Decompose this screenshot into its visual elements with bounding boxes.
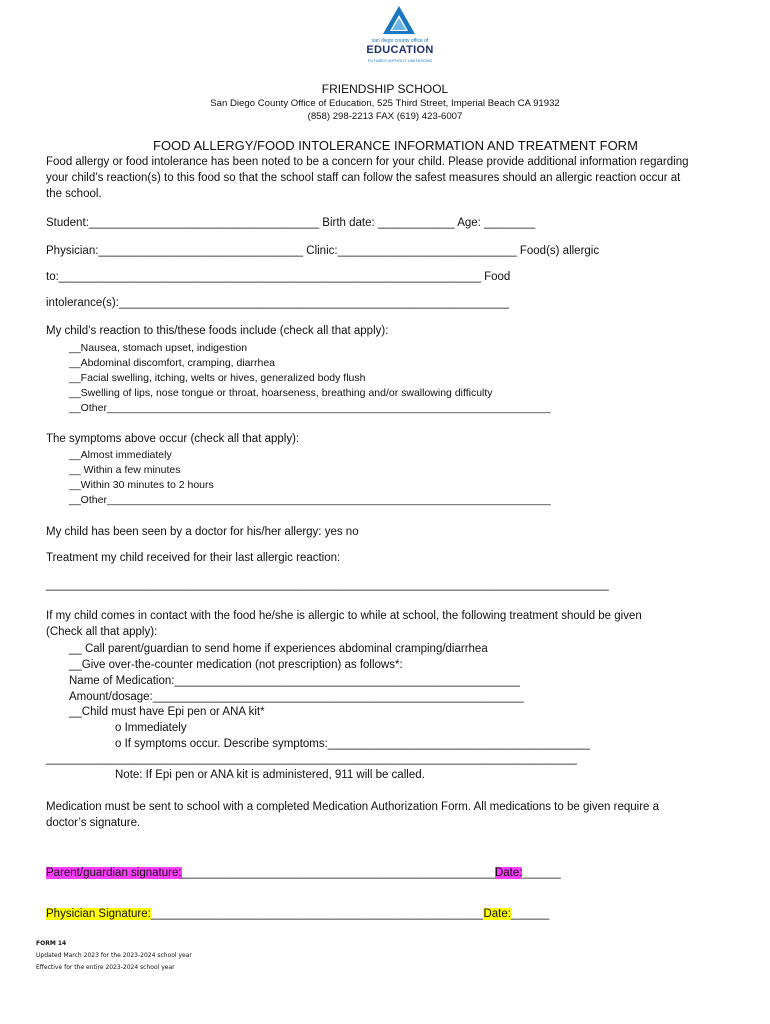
parent-signature-label: Parent/guardian signature: [46,867,182,879]
footer-effective: Effective for the entire 2023-2024 school year [36,964,175,971]
medication-note-line-1: Medication must be sent to school with a completed Medication Authorization Form. All medications to be given require a [46,801,660,813]
epipen-immediately[interactable]: o Immediately [115,722,187,734]
intro-line-2: your child’s reaction(s) to this food so that the school staff can follow the safest measures should an allergic reaction occur at [46,172,681,184]
student-field[interactable]: Student:____________________________________ Birth date: ____________ Age: ________ [46,217,536,229]
physician-signature-row [46,908,549,920]
intro-line-1: Food allergy or food intolerance has been noted to be a concern for your child. Please provide additional information regarding [46,156,689,168]
medication-name-field[interactable]: Name of Medication:______________________________________________________ [69,675,520,687]
doctor-seen-question[interactable]: My child has been seen by a doctor for his/her allergy: yes no [46,526,359,538]
treatment-option-call[interactable]: __ Call parent/guardian to send home if experiences abdominal cramping/diarrhea [69,643,488,655]
reaction-other[interactable]: __Other____________________________________________________________________________ [69,402,551,414]
contact-line-2: (Check all that apply): [46,626,158,638]
logo-line1: san diego county office of [371,38,429,44]
school-name: FRIENDSHIP SCHOOL [321,82,449,96]
epipen-note: Note: If Epi pen or ANA kit is administered, 911 will be called. [115,769,425,781]
parent-signature-line[interactable]: _________________________________________________ [181,867,495,879]
parent-date-line[interactable]: ______ [522,867,561,879]
parent-date-label: Date: [494,867,523,879]
reaction-option[interactable]: __Swelling of lips, nose tongue or throat, hoarseness, breathing and/or swallowing difficulty [69,387,493,399]
logo-line2: EDUCATION [366,44,434,56]
intro-line-3: the school. [46,188,102,200]
parent-signature-row [46,867,561,879]
symptoms-other[interactable]: __Other____________________________________________________________________________ [69,494,551,506]
symptoms-description-line[interactable]: ___________________________________________________________________________________ [46,753,577,765]
symptoms-heading: The symptoms above occur (check all that apply): [46,433,300,445]
symptoms-option[interactable]: __Within 30 minutes to 2 hours [69,479,214,491]
physician-date-label: Date: [483,908,511,920]
footer-updated: Updated March 2023 for the 2023-2024 school year [36,952,192,959]
physician-signature-line[interactable]: ____________________________________________________ [150,908,484,920]
form-title: FOOD ALLERGY/FOOD INTOLERANCE INFORMATION AND TREATMENT FORM [153,138,638,153]
logo-tagline: FUTURES WITHOUT LIMITATIONS [367,58,433,63]
school-phone: (858) 298-2213 FAX (619) 423-6007 [307,111,463,122]
logo-triangle-icon [355,4,445,66]
dosage-field[interactable]: Amount/dosage:__________________________________________________________ [69,691,524,703]
food-intolerance-field[interactable]: intolerance(s):_____________________________________________________________ [46,297,510,309]
treatment-received-label: Treatment my child received for their last allergic reaction: [46,552,341,564]
treatment-received-line[interactable]: ________________________________________________________________________________________ [46,579,609,591]
form-number: FORM 14 [36,940,67,947]
contact-line-1: If my child comes in contact with the food he/she is allergic to while at school, the following treatment should be given [46,610,642,622]
physician-field[interactable]: Physician:________________________________ Clinic:____________________________ Food(s) allergic [46,245,600,257]
reaction-option[interactable]: __Abdominal discomfort, cramping, diarrhea [69,357,276,369]
medication-note-line-2: doctor’s signature. [46,817,141,829]
school-address: San Diego County Office of Education, 525 Third Street, Imperial Beach CA 91932 [210,98,560,109]
sdcoe-logo [355,4,445,66]
symptoms-option[interactable]: __ Within a few minutes [69,464,181,476]
reaction-option[interactable]: __Nausea, stomach upset, indigestion [69,342,248,354]
reaction-option[interactable]: __Facial swelling, itching, welts or hives, generalized body flush [69,372,366,384]
food-allergic-field[interactable]: to:__________________________________________________________________ Food [46,271,511,283]
symptoms-option[interactable]: __Almost immediately [69,449,172,461]
treatment-option-epipen[interactable]: __Child must have Epi pen or ANA kit* [69,706,265,718]
treatment-option-otc[interactable]: __Give over-the-counter medication (not prescription) as follows*: [69,659,403,671]
physician-signature-label: Physician Signature: [46,908,151,920]
physician-date-line[interactable]: ______ [510,908,550,920]
reaction-heading: My child’s reaction to this/these foods include (check all that apply): [46,325,389,337]
epipen-if-symptoms[interactable]: o If symptoms occur. Describe symptoms:_________________________________________ [115,738,591,750]
